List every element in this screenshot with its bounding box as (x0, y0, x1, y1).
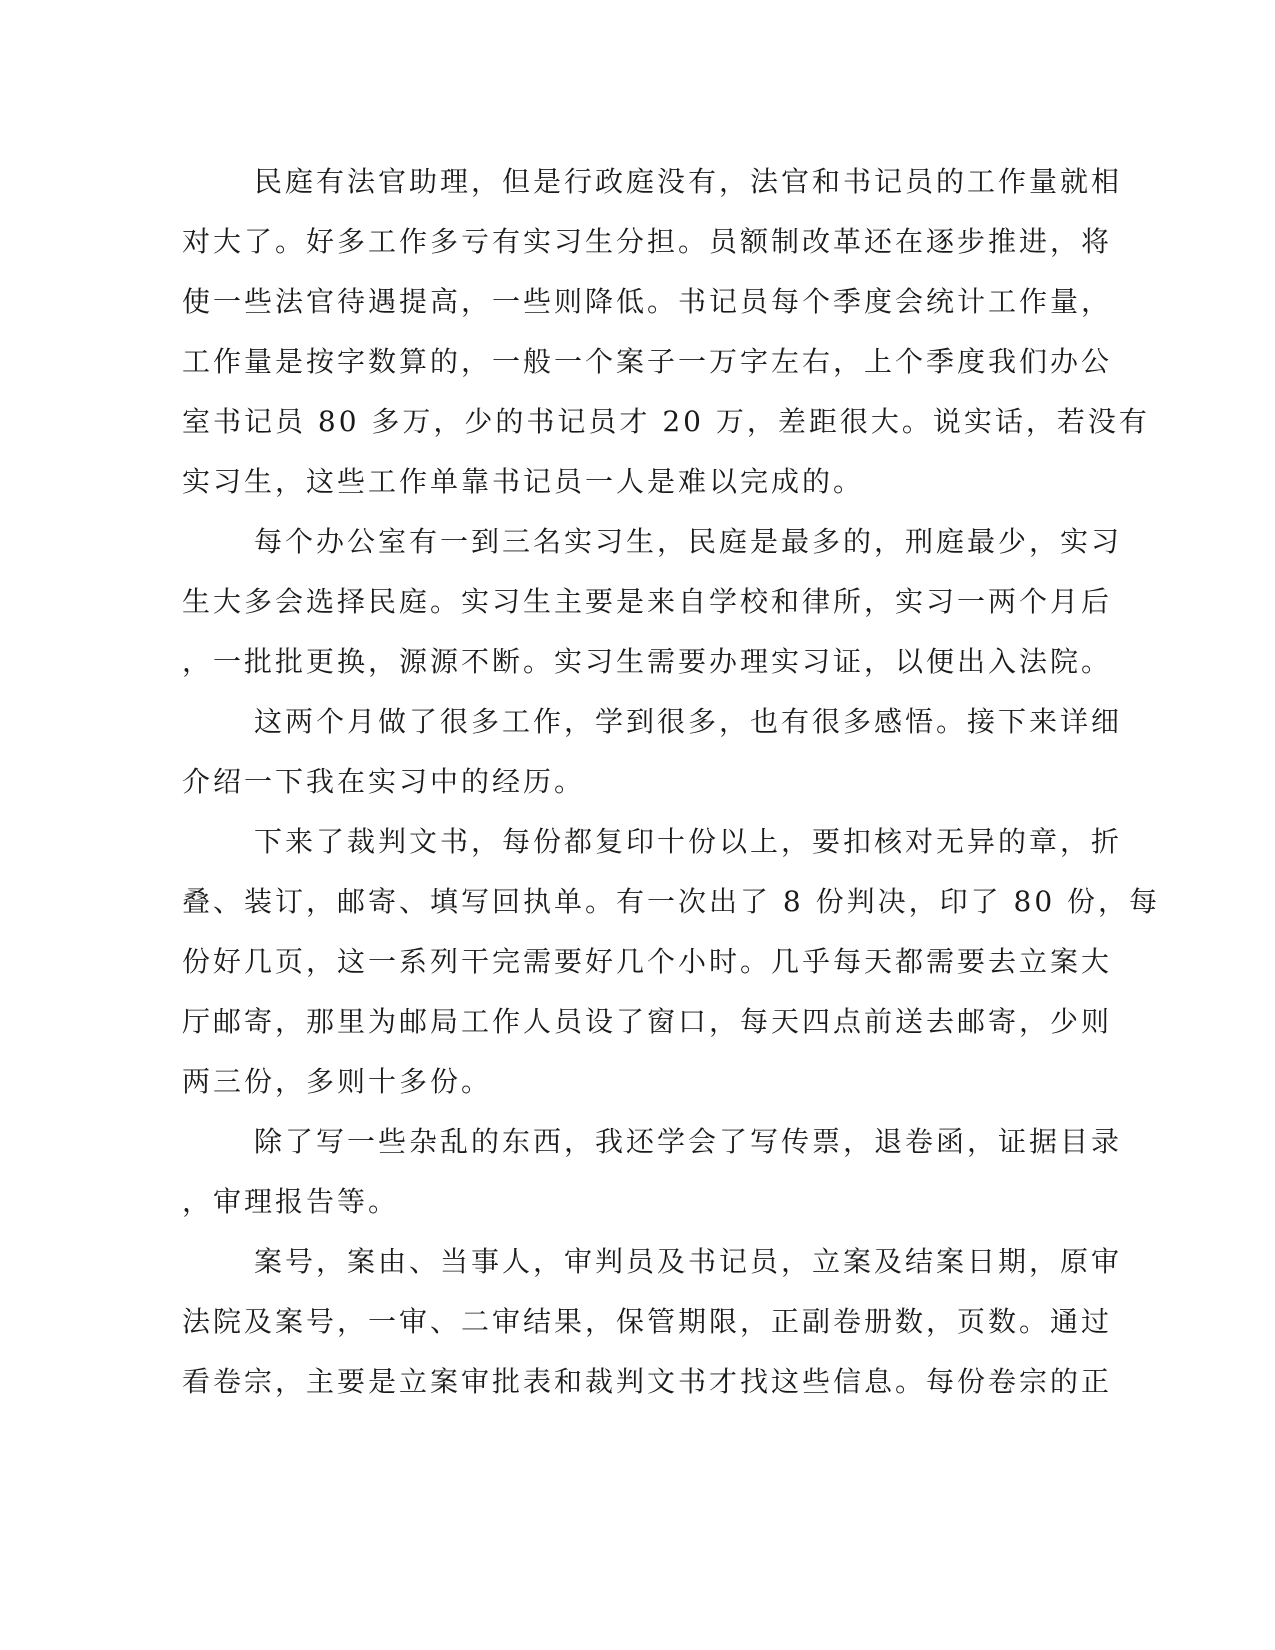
text-line: 看卷宗，主要是立案审批表和裁判文书才找这些信息。每份卷宗的正 (182, 1365, 1113, 1398)
text-line: 对大了。好多工作多亏有实习生分担。员额制改革还在逐步推进，将 (182, 225, 1113, 258)
paragraph (182, 512, 1123, 692)
text-line: ，审理报告等。 (182, 1185, 400, 1218)
text-line: 工作量是按字数算的，一般一个案子一万字左右，上个季度我们办公 (182, 345, 1113, 378)
text-line: 使一些法官待遇提高，一些则降低。书记员每个季度会统计工作量， (182, 285, 1113, 318)
text-line: 叠、装订，邮寄、填写回执单。有一次出了 8 份判决，印了 80 份，每 (182, 885, 1161, 918)
text-line: 民庭有法官助理，但是行政庭没有，法官和书记员的工作量就相 (254, 165, 1123, 198)
text-line: 下来了裁判文书，每份都复印十份以上，要扣核对无异的章，折 (254, 825, 1123, 858)
paragraph (182, 692, 1123, 812)
text-line: 实习生，这些工作单靠书记员一人是难以完成的。 (182, 465, 865, 498)
text-line: 室书记员 80 多万，少的书记员才 20 万，差距很大。说实话，若没有 (182, 405, 1150, 438)
text-line: 每个办公室有一到三名实习生，民庭是最多的，刑庭最少，实习 (254, 525, 1123, 558)
paragraph (182, 1232, 1123, 1412)
paragraph (182, 152, 1150, 512)
text-line: 除了写一些杂乱的东西，我还学会了写传票，退卷函，证据目录 (254, 1125, 1123, 1158)
paragraph (182, 812, 1161, 1112)
text-line: 案号，案由、当事人，审判员及书记员，立案及结案日期，原审 (254, 1245, 1123, 1278)
text-line: ，一批批更换，源源不断。实习生需要办理实习证，以便出入法院。 (182, 645, 1113, 678)
text-line: 两三份，多则十多份。 (182, 1065, 493, 1098)
document-body (182, 152, 1161, 1412)
paragraph (182, 1112, 1123, 1232)
text-line: 厅邮寄，那里为邮局工作人员设了窗口，每天四点前送去邮寄，少则 (182, 1005, 1113, 1038)
text-line: 介绍一下我在实习中的经历。 (182, 765, 586, 798)
text-line: 生大多会选择民庭。实习生主要是来自学校和律所，实习一两个月后 (182, 585, 1113, 618)
text-line: 份好几页，这一系列干完需要好几个小时。几乎每天都需要去立案大 (182, 945, 1113, 978)
text-line: 这两个月做了很多工作，学到很多，也有很多感悟。接下来详细 (254, 705, 1123, 738)
text-line: 法院及案号，一审、二审结果，保管期限，正副卷册数，页数。通过 (182, 1305, 1113, 1338)
